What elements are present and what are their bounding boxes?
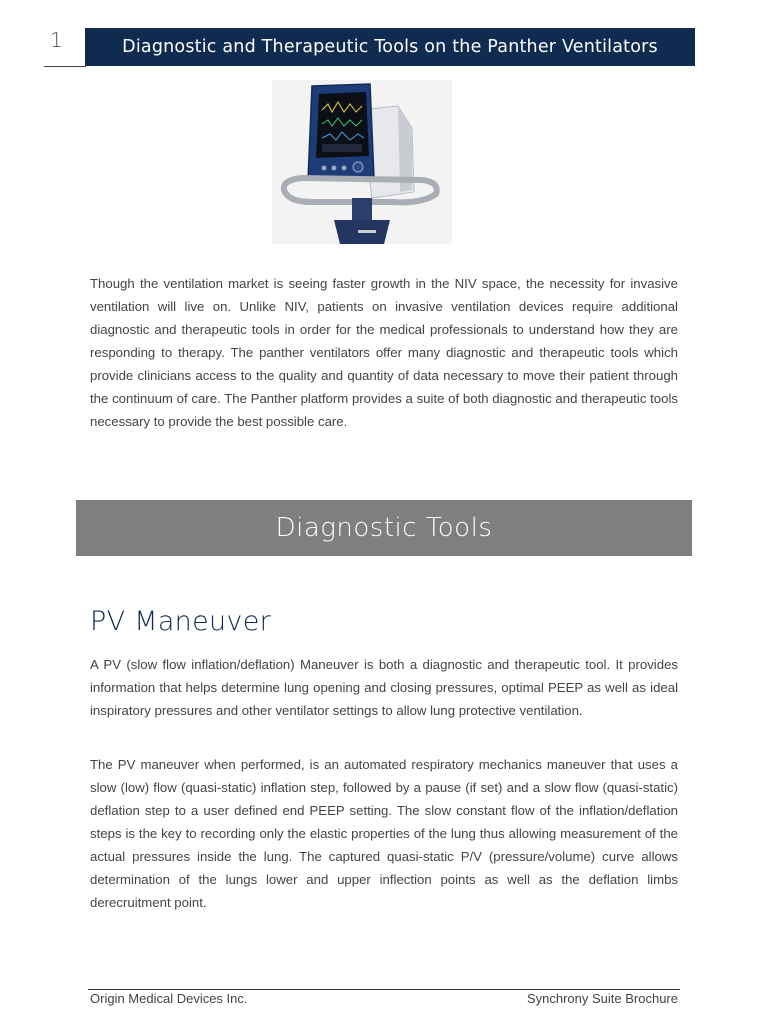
ventilator-device-image [272,80,452,244]
intro-paragraph: Though the ventilation market is seeing faster growth in the NIV space, the necessity for invasive ventilation will live on. Unlike NIV, patients on invasive ventilation devices require additional diagnostic and therapeutic tools in order for the medical professionals to understand how they are responding to therapy. The panther ventilators offer many diagnostic and therapeutic tools which provide clinicians access to the quality and quantity of data necessary to move their patient through the continuum of care. The Panther platform provides a suite of both diagnostic and therapeutic tools necessary to provide the best possible care. [90,276,678,429]
pv-paragraph-2: The PV maneuver when performed, is an automated respiratory mechanics maneuver that uses a slow (low) flow (quasi-static) inflation step, followed by a pause (if set) and a slow flow (quasi-static) deflation step to a user defined end PEEP setting. The slow constant flow of the inflation/deflation steps is the key to recording only the elastic properties of the lung thus allowing measurement of the actual pressures inside the lung. The captured quasi-static P/V (pressure/volume) curve allows determination of the lungs lower and upper inflection points as well as the deflation limbs derecruitment point. [90,757,678,910]
page-number-rule [44,66,86,67]
footer-rule [88,989,680,990]
header-title: Diagnostic and Therapeutic Tools on the Panther Ventilators [85,28,695,66]
page-number: 1 [50,28,63,52]
pv-paragraph-1: A PV (slow flow inflation/deflation) Maneuver is both a diagnostic and therapeutic tool. It provides information that helps determine lung opening and closing pressures, optimal PEEP as well as ideal inspiratory pressures and other ventilator settings to allow lung protective ventilation. [90,657,678,718]
footer-document-title: Synchrony Suite Brochure [526,991,678,1006]
footer-company: Origin Medical Devices Inc. [90,991,248,1006]
section-banner-diagnostic-tools: Diagnostic Tools [76,500,692,556]
pv-maneuver-heading: PV Maneuver [90,606,272,637]
